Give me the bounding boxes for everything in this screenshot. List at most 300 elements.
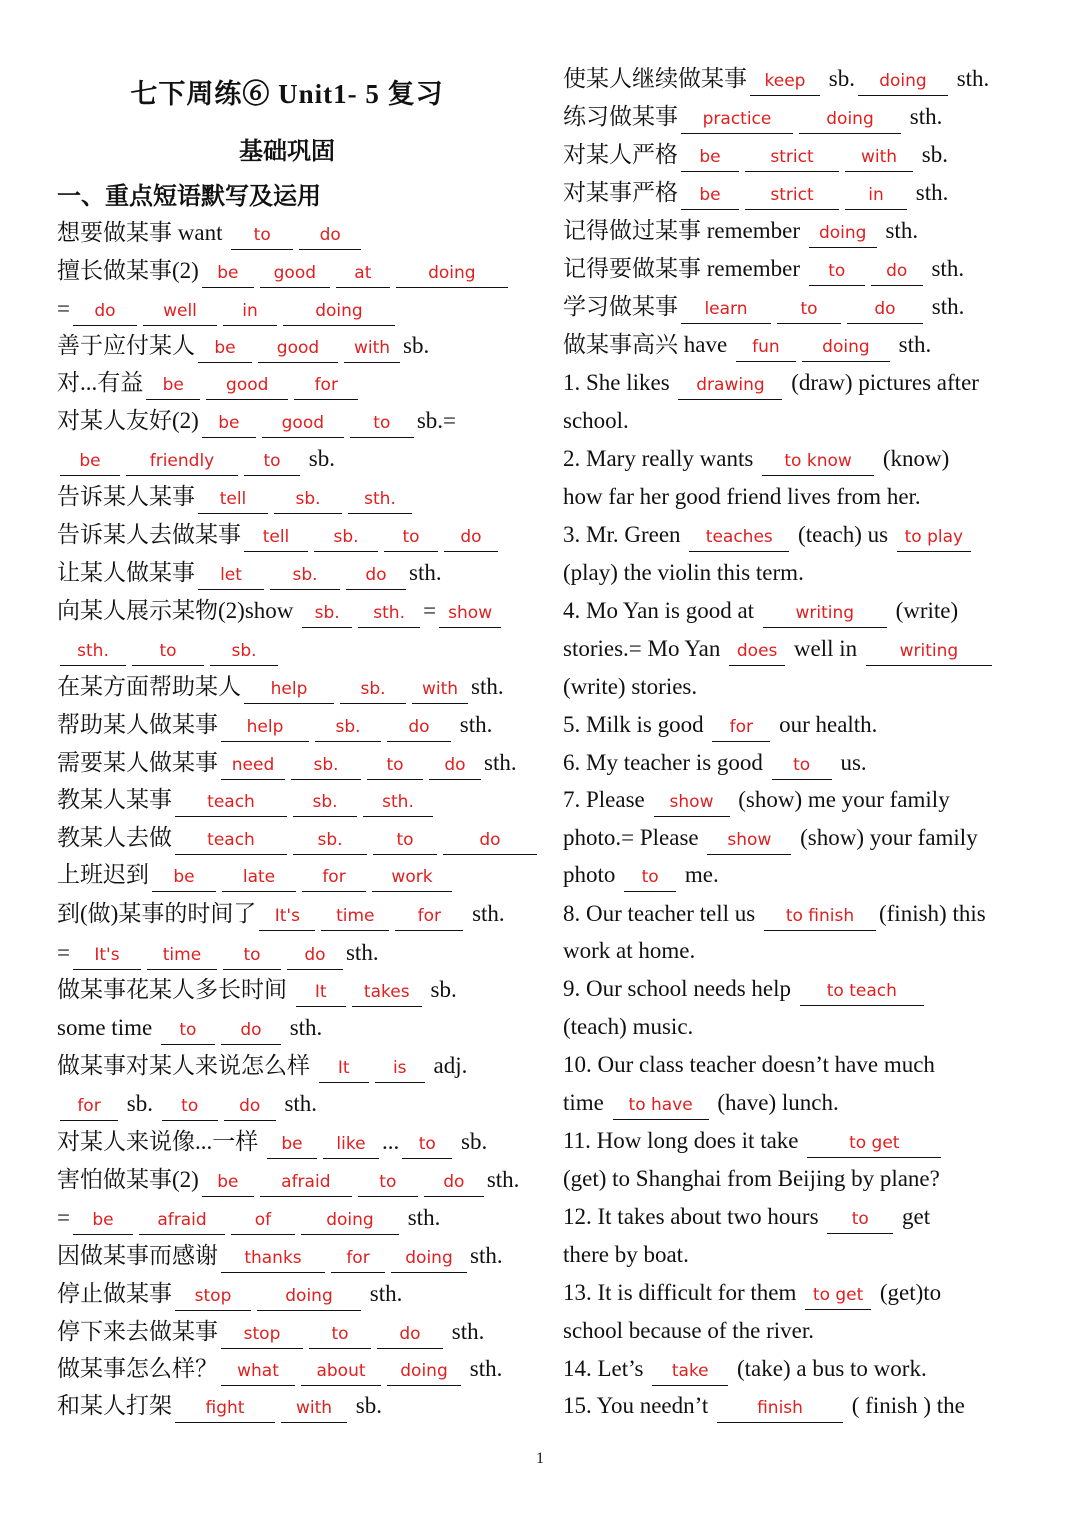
line-text: 1. She likes [563,370,676,395]
line-text: sth. [409,560,442,585]
answer-blank[interactable]: be [202,1168,254,1197]
exercise-line [563,897,986,931]
exercise-line [563,138,948,172]
line-text: 做某事花某人多长时间 [57,977,293,1002]
answer-blank[interactable]: do [387,713,451,742]
answer-blank[interactable]: do [443,826,537,855]
line-text: sth. [466,901,505,926]
line-text: school because of the river. [563,1318,814,1343]
answer-blank[interactable]: for [331,1244,385,1273]
answer-blank[interactable]: show [439,599,501,628]
answer-blank[interactable]: be [202,259,254,288]
line-text: 对某人来说像...一样 [57,1129,264,1154]
answer-blank[interactable]: to know [762,447,874,476]
answer-blank[interactable]: work [372,863,452,892]
answer-blank[interactable]: to [231,221,293,250]
line-text: 教某人某事 [57,787,172,812]
exercise-line [563,1389,965,1423]
answer-blank[interactable]: be [73,1206,133,1235]
exercise-line [563,708,877,742]
line-text: 上班迟到 [57,862,149,887]
answer-blank[interactable]: late [222,863,296,892]
line-text: (teach) music. [563,1014,694,1039]
exercise-line [563,972,927,1006]
answer-blank[interactable]: It [296,978,346,1007]
line-text: sb. [350,1393,382,1418]
line-text: (teach) us [792,522,894,547]
line-text: (take) a bus to work. [731,1356,927,1381]
answer-blank[interactable]: tell [198,485,268,514]
phrase-line [57,936,379,970]
answer-blank[interactable]: to [809,257,865,286]
line-text: get [896,1204,931,1229]
answer-blank[interactable]: It [319,1054,369,1083]
line-text: (finish) this [878,901,986,926]
line-text: sb.= [416,408,456,433]
phrase-line [57,216,364,250]
line-text: 8. Our teacher tell us [563,901,761,926]
answer-blank[interactable]: help [221,713,309,742]
answer-blank[interactable]: teach [175,826,287,855]
line-text: (know) [877,446,950,471]
exercise-line [563,1048,935,1082]
answer-blank[interactable]: for [294,371,358,400]
phrase-line [57,1163,519,1197]
answer-blank[interactable]: do [287,941,343,970]
answer-blank[interactable]: show [707,826,791,855]
section-subtitle: 基础巩固 [239,139,335,165]
exercise-line [563,1314,814,1348]
exercise-line [563,1010,693,1044]
exercise-line [563,404,629,438]
answer-blank[interactable]: help [244,675,334,704]
answer-blank[interactable]: doing [301,1206,399,1235]
line-text: = [57,1205,70,1230]
answer-blank[interactable]: doing [257,1282,361,1311]
answer-blank[interactable]: show [654,788,730,817]
answer-blank[interactable]: writing [763,599,887,628]
line-text: 向某人展示某物(2)show [57,598,300,623]
answer-blank[interactable]: sb. [274,485,342,514]
answer-blank[interactable]: to [223,941,281,970]
answer-blank[interactable]: sb. [270,561,340,590]
line-text: 5. Milk is good [563,712,710,737]
line-text: sth. [892,332,932,357]
phrase-line [57,329,429,363]
answer-blank[interactable]: let [198,561,264,590]
answer-blank[interactable]: is [375,1054,425,1083]
line-text: sth. [910,180,949,205]
answer-blank[interactable]: drawing [678,371,782,400]
line-text: sb. [823,66,855,91]
line-text: 12. It takes about two hours [563,1204,825,1229]
answer-blank[interactable]: to [384,523,438,552]
answer-blank[interactable]: to [350,409,414,438]
phrase-line [57,973,457,1007]
line-text: sth. [446,1319,485,1344]
answer-blank[interactable]: good [206,371,288,400]
answer-blank[interactable]: to teach [800,977,924,1006]
line-text: (draw) pictures after [785,370,979,395]
exercise-line [563,1276,941,1310]
exercise-line [563,480,921,514]
line-text: 3. Mr. Green [563,522,687,547]
answer-blank[interactable]: in [223,297,277,326]
line-text: (show) your family [794,825,978,850]
answer-blank[interactable]: It's [259,902,315,931]
answer-blank[interactable]: doing [396,259,508,288]
answer-blank[interactable]: time [321,902,389,931]
answer-blank[interactable]: strict [745,181,839,210]
line-text: 善于应付某人 [57,333,195,358]
answer-blank[interactable]: do [73,297,137,326]
answer-blank[interactable]: do [847,295,923,324]
line-text: (have) lunch. [711,1090,839,1115]
answer-blank[interactable]: do [299,221,361,250]
answer-blank[interactable]: need [221,751,285,780]
exercise-line [563,594,958,628]
answer-blank[interactable]: to [402,1130,452,1159]
answer-blank[interactable]: do [377,1320,443,1349]
line-text: 告诉某人某事 [57,484,195,509]
answer-blank[interactable]: sb. [302,599,352,628]
answer-blank[interactable]: do [444,523,498,552]
answer-blank[interactable]: to [827,1205,893,1234]
line-text: sth. [925,256,965,281]
exercise-line [563,1124,944,1158]
answer-blank[interactable]: with [344,334,400,363]
exercise-line [563,290,964,324]
answer-blank[interactable]: take [652,1357,728,1386]
phrase-line [57,708,492,742]
answer-blank[interactable]: be [198,334,252,363]
line-text: 学习做某事 [563,294,678,319]
exercise-line [563,1238,689,1272]
answer-blank[interactable]: sb. [293,826,367,855]
phrase-line [57,404,456,438]
exercise-line [563,62,989,96]
answer-blank[interactable]: with [845,143,913,172]
line-text: sth. [926,294,965,319]
answer-blank[interactable]: be [681,181,739,210]
answer-blank[interactable]: finish [717,1394,843,1423]
answer-blank[interactable]: to [367,751,423,780]
line-text: photo [563,862,622,887]
exercise-line [563,670,697,704]
answer-blank[interactable]: doing [799,105,901,134]
page-number: 1 [536,1450,544,1467]
answer-blank[interactable]: sb. [315,713,381,742]
line-text: (play) the violin this term. [563,560,804,585]
line-text: adj. [427,1053,468,1078]
answer-blank[interactable]: well [143,297,217,326]
answer-blank[interactable]: be [202,409,256,438]
answer-blank[interactable]: for [395,902,463,931]
line-text: 4. Mo Yan is good at [563,598,760,623]
phrase-line [57,1087,317,1121]
phrase-line [57,858,455,892]
line-text: 10. Our class teacher doesn’t have much [563,1052,935,1077]
line-text: sth. [283,1015,323,1040]
exercise-line [563,783,950,817]
answer-blank[interactable]: be [267,1130,317,1159]
answer-blank[interactable]: teach [175,788,287,817]
line-text: 做某事怎么样？ [57,1356,218,1381]
line-text: 和某人打架 [57,1393,172,1418]
answer-blank[interactable]: do [221,1016,281,1045]
answer-blank[interactable]: to [777,295,841,324]
exercise-line [563,518,974,552]
answer-blank[interactable]: doing [283,297,395,326]
answer-blank[interactable]: what [221,1357,295,1386]
line-text: sth. [484,750,517,775]
answer-blank[interactable]: does [729,637,785,666]
line-text: 使某人继续做某事 [563,66,747,91]
line-text: 对某人友好(2) [57,408,199,433]
answer-blank[interactable]: for [302,863,366,892]
answer-blank[interactable]: be [152,863,216,892]
answer-blank[interactable]: good [262,409,344,438]
answer-blank[interactable]: to play [897,523,971,552]
answer-blank[interactable]: of [231,1206,295,1235]
answer-blank[interactable]: sb. [340,675,406,704]
phrase-line [57,480,415,514]
answer-blank[interactable]: for [712,713,770,742]
line-text: stories.= Mo Yan [563,636,727,661]
answer-blank[interactable]: afraid [139,1206,225,1235]
phrase-line [57,442,335,476]
answer-blank[interactable]: at [336,259,390,288]
answer-blank[interactable]: doing [391,1244,467,1273]
line-text: 对某事严格 [563,180,678,205]
line-text: 到(做)某事的时间了 [57,901,257,926]
answer-blank[interactable]: to [309,1320,371,1349]
answer-blank[interactable]: be [146,371,200,400]
line-text: 教某人去做 [57,825,172,850]
line-text: some time [57,1015,158,1040]
answer-blank[interactable]: fun [736,333,796,362]
phrase-line [57,746,517,780]
line-text: well in [788,636,863,661]
answer-blank[interactable]: be [60,447,120,476]
line-text: sb. [121,1091,159,1116]
answer-blank[interactable]: stop [221,1320,303,1349]
phrase-line [57,1125,487,1159]
answer-blank[interactable]: strict [745,143,839,172]
line-text: (get) to Shanghai from Beijing by plane? [563,1166,940,1191]
answer-blank[interactable]: teaches [689,523,789,552]
phrase-line [57,1352,502,1386]
answer-blank[interactable]: sb. [291,751,361,780]
line-text: 在某方面帮助某人 [57,674,241,699]
line-text: 擅长做某事(2) [57,258,199,283]
line-text: 记得做过某事 remember [563,218,806,243]
answer-blank[interactable]: with [412,675,468,704]
exercise-line [563,214,918,248]
phrase-line [57,1277,402,1311]
phrase-line [57,897,505,931]
answer-blank[interactable]: good [258,334,338,363]
phrase-line [57,821,540,855]
line-text: school. [563,408,629,433]
phrase-line [57,594,504,628]
exercise-line [563,252,964,286]
line-text: sth. [401,1205,441,1230]
line-text: (show) me your family [732,787,950,812]
answer-blank[interactable]: writing [866,637,992,666]
line-text: 9. Our school needs help [563,976,797,1001]
phrase-line [57,670,504,704]
answer-blank[interactable]: good [260,259,330,288]
answer-blank[interactable]: learn [681,295,771,324]
exercise-line [563,632,995,666]
answer-blank[interactable]: thanks [221,1244,325,1273]
phrase-line [57,366,361,400]
line-text: ( finish ) the [846,1393,965,1418]
line-text: = [57,296,70,321]
answer-blank[interactable]: stop [175,1282,251,1311]
line-text: 练习做某事 [563,104,678,129]
answer-blank[interactable]: like [323,1130,379,1159]
line-text: there by boat. [563,1242,689,1267]
answer-blank[interactable]: to [772,751,832,780]
section-heading: 一、重点短语默写及运用 [57,184,321,210]
answer-blank[interactable]: sb. [293,788,357,817]
answer-blank[interactable]: doing [802,333,890,362]
phrase-line [57,1049,467,1083]
answer-blank[interactable]: doing [858,67,948,96]
exercise-line [563,1200,930,1234]
line-text: 帮助某人做某事 [57,712,218,737]
answer-blank[interactable]: practice [681,105,793,134]
line-text: sth. [345,940,379,965]
line-text: (get)to [874,1280,942,1305]
line-text: 2. Mary really wants [563,446,760,471]
phrase-line [57,1389,382,1423]
line-text: sth. [278,1091,318,1116]
answer-blank[interactable]: be [681,143,739,172]
line-text: 14. Let’s [563,1356,650,1381]
answer-blank[interactable]: tell [244,523,308,552]
line-text: 15. You needn’t [563,1393,715,1418]
line-text: = [423,598,437,623]
answer-blank[interactable]: to [624,863,676,892]
answer-blank[interactable]: with [281,1394,347,1423]
line-text: 让某人做某事 [57,560,195,585]
phrase-line [57,292,398,326]
line-text: 做某事对某人来说怎么样 [57,1053,316,1078]
phrase-line [57,1239,503,1273]
answer-blank[interactable]: to [373,826,437,855]
line-text: 对...有益 [57,370,144,395]
answer-blank[interactable]: sth. [348,485,412,514]
answer-blank[interactable]: to [358,1168,418,1197]
line-text: sth. [879,218,919,243]
line-text: 记得要做某事 remember [563,256,806,281]
phrase-line [57,632,281,666]
line-text: work at home. [563,938,696,963]
line-text: 停下来去做某事 [57,1319,218,1344]
line-text: 做某事高兴 have [563,332,733,357]
exercise-line [563,858,719,892]
answer-blank[interactable]: to get [807,1129,941,1158]
answer-blank[interactable]: to [162,1092,218,1121]
answer-blank[interactable]: to finish [764,902,876,931]
phrase-line [57,783,436,817]
line-text: us. [834,750,867,775]
answer-blank[interactable]: doing [809,219,877,248]
exercise-line [563,100,942,134]
answer-blank[interactable]: doing [387,1357,461,1386]
answer-blank[interactable]: sth. [363,788,433,817]
line-text: sth. [486,1167,520,1192]
answer-blank[interactable]: do [424,1168,484,1197]
line-text: 停止做某事 [57,1281,172,1306]
answer-blank[interactable]: in [845,181,907,210]
answer-blank[interactable]: do [429,751,481,780]
answer-blank[interactable]: to [132,637,204,666]
line-text: sth. [950,66,990,91]
line-text: 对某人严格 [563,142,678,167]
exercise-line [563,746,867,780]
answer-blank[interactable]: do [346,561,406,590]
answer-blank[interactable]: for [60,1092,118,1121]
answer-blank[interactable]: to have [613,1091,709,1120]
answer-blank[interactable]: sb. [210,637,278,666]
answer-blank[interactable]: do [224,1092,276,1121]
line-text: = [57,940,70,965]
answer-blank[interactable]: afraid [260,1168,352,1197]
answer-blank[interactable]: to get [805,1281,871,1310]
answer-blank[interactable]: It's [73,941,141,970]
line-text: (write) stories. [563,674,698,699]
line-text: me. [679,862,719,887]
answer-blank[interactable]: fight [175,1394,275,1423]
line-text: (write) [889,598,959,623]
answer-blank[interactable]: to [244,447,300,476]
line-text: sb. [303,446,335,471]
answer-blank[interactable]: sb. [314,523,378,552]
answer-blank[interactable]: friendly [126,447,238,476]
exercise-line [563,556,804,590]
line-text: sb. [455,1129,488,1154]
line-text: sb. [403,333,430,358]
answer-blank[interactable]: takes [352,978,422,1007]
line-text: photo.= Please [563,825,705,850]
answer-blank[interactable]: to [161,1016,215,1045]
line-text: 告诉某人去做某事 [57,522,241,547]
answer-blank[interactable]: sth. [358,599,420,628]
exercise-line [563,442,949,476]
phrase-line [57,1315,484,1349]
line-text: time [563,1090,610,1115]
line-text: sth. [364,1281,403,1306]
phrase-line [57,1011,322,1045]
exercise-line [563,934,695,968]
answer-blank[interactable]: keep [750,67,820,96]
phrase-line [57,518,501,552]
line-text: 11. How long does it take [563,1128,805,1153]
line-text: 7. Please [563,787,651,812]
answer-blank[interactable]: about [301,1357,381,1386]
answer-blank[interactable]: do [871,257,923,286]
line-text: sth. [454,712,493,737]
line-text: sth. [464,1356,503,1381]
answer-blank[interactable]: time [147,941,217,970]
line-text: sth. [470,1243,503,1268]
answer-blank[interactable]: sth. [60,637,126,666]
line-text: how far her good friend lives from her. [563,484,921,509]
